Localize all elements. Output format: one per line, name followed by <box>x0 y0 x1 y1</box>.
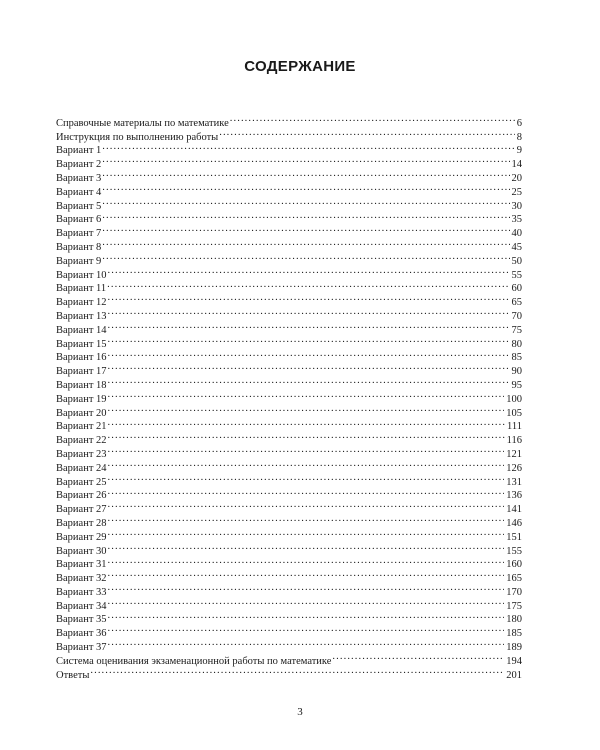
dot-leader <box>108 526 505 540</box>
toc-entry <box>56 402 522 419</box>
toc-entry <box>56 347 522 364</box>
toc-entry-page: 111 <box>507 421 522 433</box>
toc-entry <box>56 650 522 667</box>
toc-entry-label: Вариант 25 <box>56 476 107 488</box>
toc-entry <box>56 167 522 184</box>
toc-entry-label: Инструкция по выполнению работы <box>56 131 219 143</box>
toc-entry <box>56 112 522 129</box>
dot-leader <box>108 512 505 526</box>
dot-leader <box>108 402 505 416</box>
dot-leader <box>102 195 509 209</box>
toc-entry <box>56 374 522 391</box>
toc-entry <box>56 181 522 198</box>
toc-entry-label: Вариант 28 <box>56 517 107 529</box>
dot-leader <box>108 609 505 623</box>
dot-leader <box>108 305 510 319</box>
toc-entry-label: Вариант 27 <box>56 504 107 516</box>
toc-entry-label: Вариант 26 <box>56 490 107 502</box>
dot-leader <box>107 278 509 292</box>
toc-entry-page: 20 <box>511 172 522 184</box>
dot-leader <box>108 360 510 374</box>
toc-entry-page: 50 <box>511 255 522 267</box>
toc-entry-label: Вариант 33 <box>56 586 107 598</box>
toc-entry-page: 146 <box>506 517 522 529</box>
dot-leader <box>108 319 510 333</box>
toc-entry-label: Вариант 7 <box>56 228 102 240</box>
toc-entry-label: Вариант 15 <box>56 338 107 350</box>
dot-leader <box>219 126 515 140</box>
toc-entry-label: Вариант 21 <box>56 421 107 433</box>
dot-leader <box>108 388 505 402</box>
toc-entry-page: 14 <box>511 159 522 171</box>
toc-entry-page: 105 <box>506 407 522 419</box>
toc-entry <box>56 471 522 488</box>
dot-leader <box>108 581 505 595</box>
dot-leader <box>108 333 510 347</box>
toc-entry-page: 151 <box>506 531 522 543</box>
dot-leader <box>102 236 509 250</box>
toc-entry <box>56 664 522 681</box>
toc-entry-page: 100 <box>506 393 522 405</box>
toc-entry-page: 70 <box>511 310 522 322</box>
toc-entry <box>56 595 522 612</box>
toc-entry <box>56 457 522 474</box>
toc-entry-label: Вариант 11 <box>56 283 107 295</box>
toc-entry-label: Вариант 12 <box>56 297 107 309</box>
toc-entry-label: Вариант 36 <box>56 628 107 640</box>
toc-entry <box>56 264 522 281</box>
toc-entry-page: 185 <box>506 628 522 640</box>
toc-entry <box>56 222 522 240</box>
toc-entry <box>56 581 522 598</box>
toc-entry-page: 30 <box>511 200 522 212</box>
toc-entry-label: Вариант 24 <box>56 462 107 474</box>
page-title: СОДЕРЖАНИЕ <box>244 58 356 75</box>
dot-leader <box>108 485 505 499</box>
toc-entry <box>56 485 522 502</box>
toc-entry-label: Вариант 10 <box>56 269 107 281</box>
toc-entry-label: Вариант 5 <box>56 200 102 212</box>
toc-entry <box>56 429 522 447</box>
toc-entry <box>56 567 522 585</box>
toc-entry-page: 126 <box>506 462 522 474</box>
dot-leader <box>102 209 509 223</box>
toc-entry-label: Вариант 32 <box>56 573 107 585</box>
toc-entry-page: 45 <box>511 241 522 253</box>
toc-entry-page: 55 <box>511 269 522 281</box>
toc-entry-page: 170 <box>506 586 522 598</box>
toc-entry-page: 75 <box>511 324 522 336</box>
toc-entry-page: 40 <box>511 228 522 240</box>
toc-entry-page: 141 <box>506 504 522 516</box>
dot-leader <box>108 457 505 471</box>
toc-entry <box>56 209 522 226</box>
toc-entry-page: 80 <box>511 338 522 350</box>
toc-entry-label: Справочные материалы по математике <box>56 117 229 129</box>
toc-entry <box>56 195 522 212</box>
dot-leader <box>108 416 505 430</box>
dot-leader <box>108 595 505 609</box>
dot-leader <box>108 498 505 512</box>
table-of-contents <box>56 112 522 681</box>
toc-entry <box>56 636 522 654</box>
dot-leader <box>102 167 509 181</box>
toc-entry-page: 165 <box>506 573 522 585</box>
toc-entry-label: Вариант 23 <box>56 448 107 460</box>
dot-leader <box>108 291 510 305</box>
dot-leader <box>108 429 505 443</box>
toc-entry-page: 189 <box>506 642 522 654</box>
toc-entry <box>56 554 522 571</box>
toc-entry-page: 121 <box>506 448 522 460</box>
toc-entry-page: 180 <box>506 614 522 626</box>
dot-leader <box>332 650 504 664</box>
dot-leader <box>108 347 510 361</box>
dot-leader <box>102 153 509 167</box>
toc-entry-page: 194 <box>506 655 522 667</box>
toc-entry-page: 60 <box>511 283 522 295</box>
toc-entry <box>56 416 522 433</box>
dot-leader <box>108 636 505 650</box>
toc-entry-label: Вариант 18 <box>56 379 107 391</box>
dot-leader <box>102 140 514 154</box>
toc-entry-label: Вариант 8 <box>56 241 102 253</box>
toc-entry-label: Вариант 35 <box>56 614 107 626</box>
toc-entry-label: Вариант 3 <box>56 172 102 184</box>
toc-entry-page: 201 <box>506 669 522 681</box>
toc-entry-label: Вариант 19 <box>56 393 107 405</box>
dot-leader <box>108 540 505 554</box>
toc-entry <box>56 540 522 557</box>
toc-entry-page: 160 <box>506 559 522 571</box>
toc-entry-page: 90 <box>511 366 522 378</box>
toc-entry <box>56 609 522 626</box>
toc-entry-page: 95 <box>511 379 522 391</box>
toc-entry-label: Вариант 30 <box>56 545 107 557</box>
dot-leader <box>102 222 509 236</box>
toc-entry-label: Вариант 9 <box>56 255 102 267</box>
toc-entry <box>56 360 522 378</box>
toc-entry-label: Вариант 22 <box>56 435 107 447</box>
dot-leader <box>102 250 509 264</box>
toc-entry-page: 175 <box>506 600 522 612</box>
dot-leader <box>230 112 515 126</box>
toc-entry-page: 85 <box>511 352 522 364</box>
toc-entry <box>56 622 522 640</box>
toc-entry <box>56 512 522 529</box>
page-number: 3 <box>297 706 303 718</box>
dot-leader <box>108 567 505 581</box>
toc-entry-label: Вариант 16 <box>56 352 107 364</box>
toc-entry <box>56 305 522 322</box>
toc-entry-label: Вариант 6 <box>56 214 102 226</box>
toc-entry-label: Вариант 31 <box>56 559 107 571</box>
dot-leader <box>102 181 509 195</box>
dot-leader <box>90 664 504 678</box>
toc-entry-label: Ответы <box>56 669 90 681</box>
toc-entry <box>56 498 522 516</box>
toc-entry-label: Система оценивания экзаменационной работы по математике <box>56 655 332 667</box>
dot-leader <box>108 374 510 388</box>
toc-entry <box>56 236 522 253</box>
toc-entry <box>56 388 522 405</box>
dot-leader <box>108 471 505 485</box>
toc-entry <box>56 250 522 267</box>
toc-entry-label: Вариант 34 <box>56 600 107 612</box>
toc-entry-page: 8 <box>516 131 522 143</box>
toc-entry-label: Вариант 14 <box>56 324 107 336</box>
toc-entry <box>56 443 522 460</box>
toc-entry-page: 116 <box>506 435 522 447</box>
dot-leader <box>108 264 510 278</box>
toc-entry-page: 155 <box>506 545 522 557</box>
toc-entry-page: 131 <box>506 476 522 488</box>
toc-entry-page: 65 <box>511 297 522 309</box>
toc-entry <box>56 319 522 336</box>
dot-leader <box>108 554 505 568</box>
toc-entry-label: Вариант 2 <box>56 159 102 171</box>
toc-entry <box>56 526 522 543</box>
toc-entry-page: 35 <box>511 214 522 226</box>
toc-entry-page: 6 <box>516 117 522 129</box>
dot-leader <box>108 622 505 636</box>
toc-entry-page: 25 <box>511 186 522 198</box>
toc-entry-label: Вариант 17 <box>56 366 107 378</box>
toc-entry-label: Вариант 4 <box>56 186 102 198</box>
toc-entry <box>56 153 522 171</box>
toc-entry-label: Вариант 29 <box>56 531 107 543</box>
toc-entry-page: 9 <box>516 145 522 157</box>
toc-entry-label: Вариант 1 <box>56 145 102 157</box>
toc-entry <box>56 291 522 309</box>
toc-entry-label: Вариант 13 <box>56 310 107 322</box>
toc-entry <box>56 333 522 350</box>
toc-entry-page: 136 <box>506 490 522 502</box>
toc-entry-label: Вариант 20 <box>56 407 107 419</box>
dot-leader <box>108 443 505 457</box>
toc-entry <box>56 140 522 157</box>
toc-entry <box>56 278 522 295</box>
toc-entry-label: Вариант 37 <box>56 642 107 654</box>
